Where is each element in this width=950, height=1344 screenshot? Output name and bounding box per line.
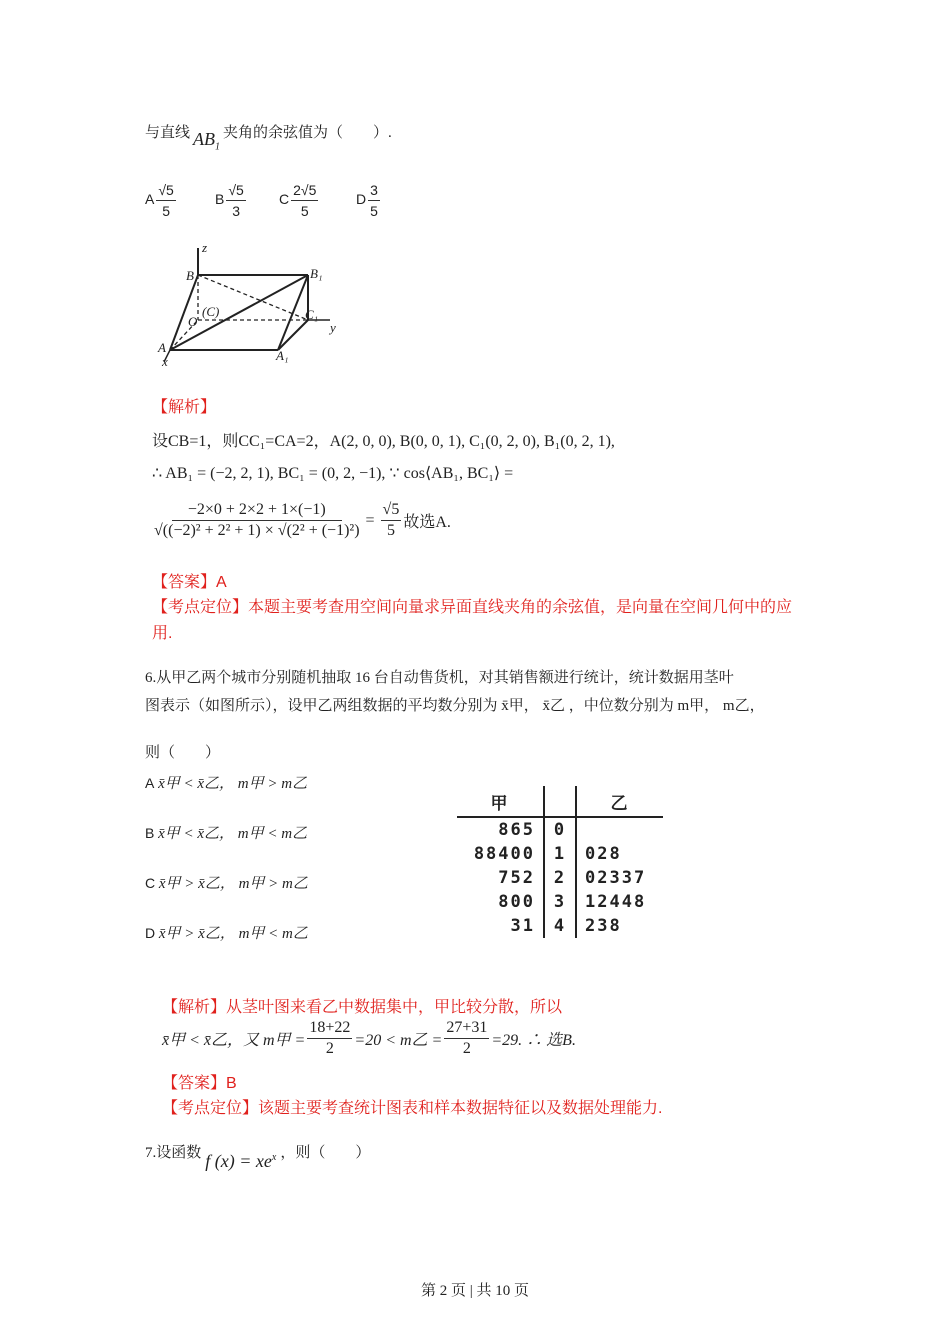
option-fraction: [226, 180, 245, 221]
point-tag: 【考点定位】: [162, 1100, 259, 1117]
numerator: 2√5: [291, 180, 318, 201]
q5-solution-line2: ∴ AB₁ = (−2, 2, 1), BC₁ = (0, 2, −1), ∵ cos⟨AB₁, BC₁⟩ =: [152, 465, 514, 482]
analysis-text: 从茎叶图来看乙中数据集中，甲比较分散，所以: [226, 999, 563, 1016]
label-x: x: [162, 354, 168, 369]
header-right: 乙: [576, 786, 663, 817]
q6-point: [162, 1095, 662, 1118]
q6-stem-line2: 图表示（如图所示），设甲乙两组数据的平均数分别为 x̄甲， x̄乙 ，中位数分别为 m甲， m乙，: [145, 698, 765, 714]
formula-end: =29. ∴ 选B.: [491, 1032, 576, 1049]
label-y: y: [330, 320, 336, 335]
label-z: z: [202, 240, 208, 255]
point-text: 本题主要考查用空间向量求异面直线夹角的余弦值，是向量在空间几何中的应: [248, 599, 793, 616]
denominator: 3: [232, 203, 240, 219]
option-label: B: [215, 191, 225, 208]
header-stem: [544, 786, 576, 817]
option-text: x̄甲 < x̄乙， m甲 < m乙: [158, 826, 308, 842]
q7-stem: [145, 1141, 371, 1171]
q5-option-c: [279, 180, 320, 221]
analysis-tag: 【解析】: [162, 999, 227, 1016]
prism-figure: [150, 240, 350, 370]
q6-option-b: [145, 822, 307, 843]
leaf-left: 800: [457, 890, 544, 914]
option-fraction: [291, 180, 318, 221]
point-text: 该题主要考查统计图表和样本数据特征以及数据处理能力.: [258, 1100, 663, 1117]
denominator: 5: [300, 203, 309, 219]
q6-stem-line1: 6.从甲乙两个城市分别随机抽取 16 台自动售货机，对其销售额进行统计，统计数据用茎叶: [145, 670, 734, 686]
stem: 0: [544, 817, 576, 842]
q7-stem-text-after: ，则（ ）: [280, 1145, 371, 1161]
numerator: √5: [156, 180, 175, 201]
option-text: x̄甲 < x̄乙， m甲 > m乙: [158, 776, 308, 792]
q5-solution-formula: [152, 500, 451, 541]
formula-prefix: x̄甲 < x̄乙，又 m甲 =: [162, 1032, 306, 1049]
q5-stem-text-after: 夹角的余弦值为（ ）.: [223, 125, 392, 141]
stem-leaf-row: [457, 914, 663, 938]
stem: 1: [544, 842, 576, 866]
option-label: D: [356, 191, 367, 208]
q5-stem-math: [193, 129, 221, 153]
point-tag: 【考点定位】: [152, 599, 249, 616]
formula-middle: =20 < m乙 =: [354, 1032, 443, 1049]
numerator: 27+31: [444, 1018, 489, 1039]
option-label: B: [145, 825, 155, 841]
option-fraction: [368, 180, 380, 221]
option-label: A: [145, 191, 155, 208]
denominator: 5: [386, 522, 395, 539]
median-fraction-2: [444, 1018, 489, 1059]
label-a1: A₁: [276, 348, 289, 363]
header-left: 甲: [457, 786, 544, 817]
option-label: A: [145, 775, 155, 791]
math-ab: AB: [193, 129, 216, 149]
q6-analysis: [162, 994, 562, 1017]
leaf-left: 31: [457, 914, 544, 938]
option-fraction: [156, 180, 175, 221]
q5-stem: [145, 121, 392, 153]
q5-option-a: [145, 180, 178, 221]
page-footer: 第 2 页 | 共 10 页: [420, 1283, 529, 1299]
q5-answer: [152, 569, 227, 592]
leaf-right: 028: [585, 844, 622, 864]
leaf-right: [576, 817, 663, 842]
denominator: 5: [162, 203, 170, 219]
denominator: √((−2)² + 2² + 1) × √(2² + (−1)²): [154, 522, 360, 539]
q7-stem-text: 7.设函数: [145, 1145, 202, 1161]
numerator: √5: [381, 500, 402, 521]
leaf-left: 88400: [457, 842, 544, 866]
denominator: 2: [462, 1040, 471, 1057]
exponent: x: [271, 1152, 277, 1163]
leaf-left: 752: [457, 866, 544, 890]
leaf-right: 02337: [585, 868, 647, 888]
math-sub: 1: [215, 141, 221, 153]
q5-option-d: [356, 180, 382, 221]
q5-analysis-tag: 【解析】: [152, 399, 217, 416]
stem-leaf-table: [457, 786, 663, 938]
stem-leaf-row: [457, 817, 663, 842]
q6-option-a: [145, 772, 307, 793]
denominator: 2: [325, 1040, 334, 1057]
option-label: D: [145, 925, 156, 941]
leaf-left: 865: [457, 817, 544, 842]
label-o: O: [188, 314, 198, 329]
q6-solution-formula: [162, 1018, 576, 1059]
leaf-right: 12448: [585, 892, 647, 912]
stem-leaf-row: [457, 890, 663, 914]
result-fraction: [381, 500, 402, 541]
answer-value: A: [216, 574, 227, 591]
median-fraction-1: [307, 1018, 352, 1059]
q6-option-d: [145, 922, 308, 943]
stem: 4: [544, 914, 576, 938]
q5-stem-text: 与直线: [145, 125, 191, 141]
label-a: A: [158, 340, 166, 355]
answer-tag: 【答案】: [162, 1075, 227, 1092]
q7-function: [205, 1151, 276, 1171]
equals: =: [365, 511, 375, 529]
answer-value: B: [226, 1075, 237, 1092]
q5-point-cont: 用.: [152, 625, 173, 642]
q5-solution-line1: 设CB=1，则CC₁=CA=2，A(2, 0, 0), B(0, 0, 1), C₁(0, 2, 0), B₁(0, 2, 1),: [152, 433, 615, 450]
stem-leaf-row: [457, 866, 663, 890]
conclusion: 故选A.: [403, 514, 451, 531]
label-b1: B₁: [310, 266, 323, 281]
label-c1: C₁: [305, 307, 319, 322]
option-label: C: [279, 191, 290, 208]
stem-leaf-header: [457, 786, 663, 817]
numerator: 3: [368, 180, 380, 201]
denominator: 5: [370, 203, 378, 219]
answer-tag: 【答案】: [152, 574, 217, 591]
q6-answer: [162, 1070, 237, 1093]
q5-point: [152, 594, 792, 617]
cos-fraction: [154, 500, 360, 541]
label-c: (C): [202, 304, 220, 319]
option-text: x̄甲 > x̄乙， m甲 > m乙: [158, 876, 308, 892]
numerator: 18+22: [307, 1018, 352, 1039]
stem-leaf-row: [457, 842, 663, 866]
label-b: B: [186, 268, 194, 283]
leaf-right: 238: [585, 916, 622, 936]
option-text: x̄甲 > x̄乙， m甲 < m乙: [158, 926, 308, 942]
option-label: C: [145, 875, 156, 891]
q6-stem-line3: 则（ ）: [145, 745, 221, 761]
function-expr: f (x) = xe: [205, 1151, 272, 1171]
q6-option-c: [145, 872, 308, 893]
numerator: √5: [226, 180, 245, 201]
numerator: −2×0 + 2×2 + 1×(−1): [172, 500, 342, 521]
q5-option-b: [215, 180, 248, 221]
stem: 2: [544, 866, 576, 890]
stem: 3: [544, 890, 576, 914]
